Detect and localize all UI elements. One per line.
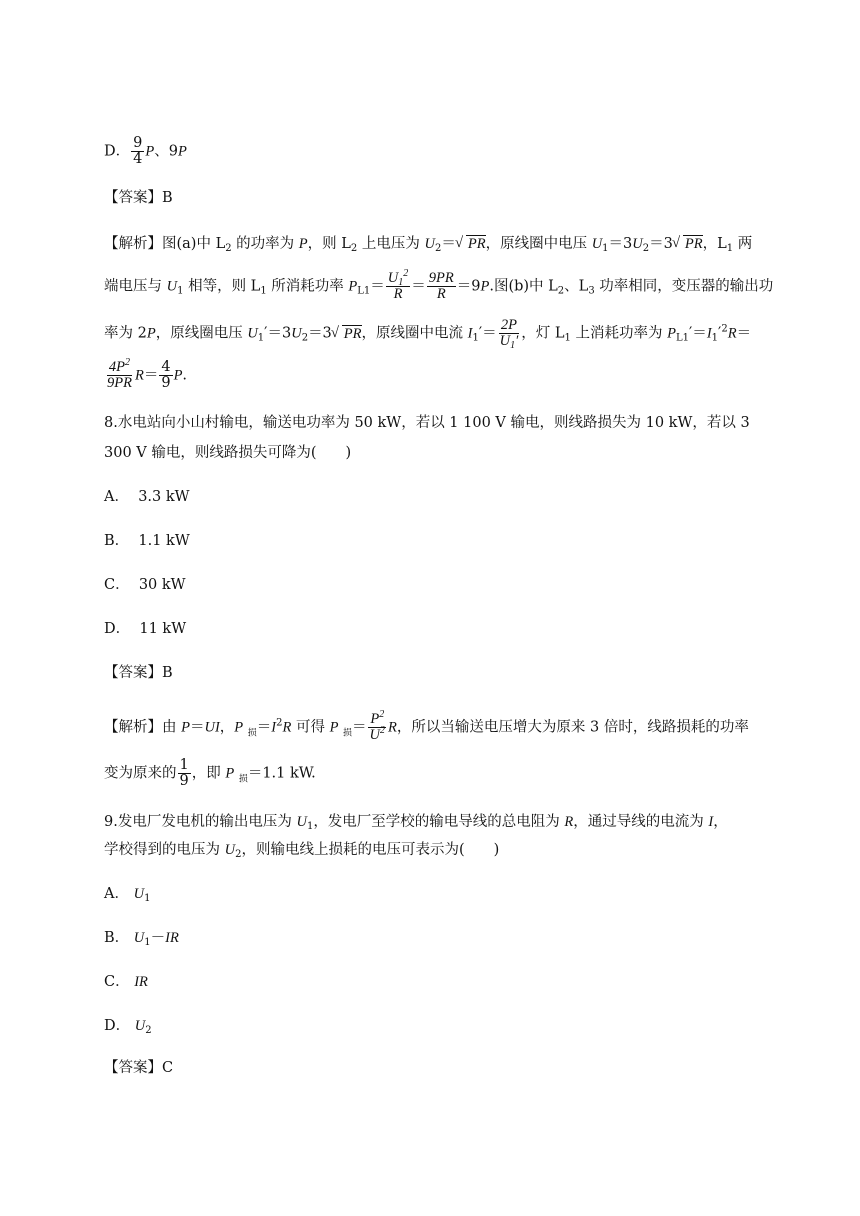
question-8-line: 8.水电站向小山村输电，输送电功率为 50 kW，若以 1 100 V 输电，则线路损失为 10 kW，若以 3 — [104, 415, 750, 431]
option-c: C． 30 kW — [104, 577, 186, 593]
option-a: A． 3.3 kW — [104, 489, 190, 505]
question-9-line: 学校得到的电压为 $U_2$，则输电线上损耗的电压可表示为( ) — [104, 842, 500, 860]
option-a: A． $U_1$ — [104, 886, 151, 904]
question-8-line: 300 V 输电，则线路损失可降为( ) — [104, 445, 352, 461]
question-9-line: 9.发电厂发电机的输出电压为 $U_1$，发电厂至学校的输电导线的总电阻为 R，通过导线的电流为 I， — [104, 814, 728, 832]
option-b: B． $U_1-IR$ — [104, 930, 179, 948]
analysis-line: 变为原来的 $\frac{1}{9}$ ，即 P $_损$＝1.1 kW. — [104, 757, 316, 789]
analysis-line: 端电压与 $U_1$ 相等，则 $L_1$ 所消耗功率 $P_{L1}=$ $\frac{U_1^2}{R}$ ＝ $\frac{9PR}{R}$ ＝9P.图(b)中 $L_2$、$L_3$ 功率相同，变压器的输出功 — [104, 268, 774, 302]
answer-label: 【答案】B — [104, 665, 173, 681]
answer-label: 【答案】B — [104, 190, 173, 206]
analysis-line: 率为 2P，原线圈电压 $U_1'=3U_2=3√$ PR，原线圈中电流 $I_1'=$ $\frac{2P}{U_1'}$ ，灯 $L_1$ 上消耗功率为 $P_{L1}'=I_1'^2R=$ — [104, 318, 751, 349]
analysis-line: $\frac{4P^2}{9PR}$ R＝ $\frac{4}{9}$ P. — [107, 357, 188, 391]
analysis-line: 【解析】图(a)中 $L_2$ 的功率为 P，则 $L_2$ 上电压为 $U_2=√$ PR，原线圈中电压 $U_1=3U_2=3√$ PR，$L_1$ 两 — [104, 234, 752, 254]
option-d: D． $U_2$ — [104, 1018, 152, 1036]
option-letter: D． — [104, 143, 131, 160]
fraction: $\frac{9}{4}$ — [133, 135, 143, 167]
q7-option-d: D． $\frac{9}{4}$ P、9P — [104, 135, 187, 167]
answer-label: 【答案】C — [104, 1060, 174, 1076]
option-d: D． 11 kW — [104, 621, 187, 637]
option-b: B． 1.1 kW — [104, 533, 190, 549]
analysis-line: 【解析】由 P＝UI，P $_损=I^2R$ 可得 P $_损$＝ $\frac{P^2}{U^2}$ R，所以当输送电压增大为原来 3 倍时，线路损耗的功率 — [104, 709, 749, 743]
option-c: C． IR — [104, 974, 148, 990]
